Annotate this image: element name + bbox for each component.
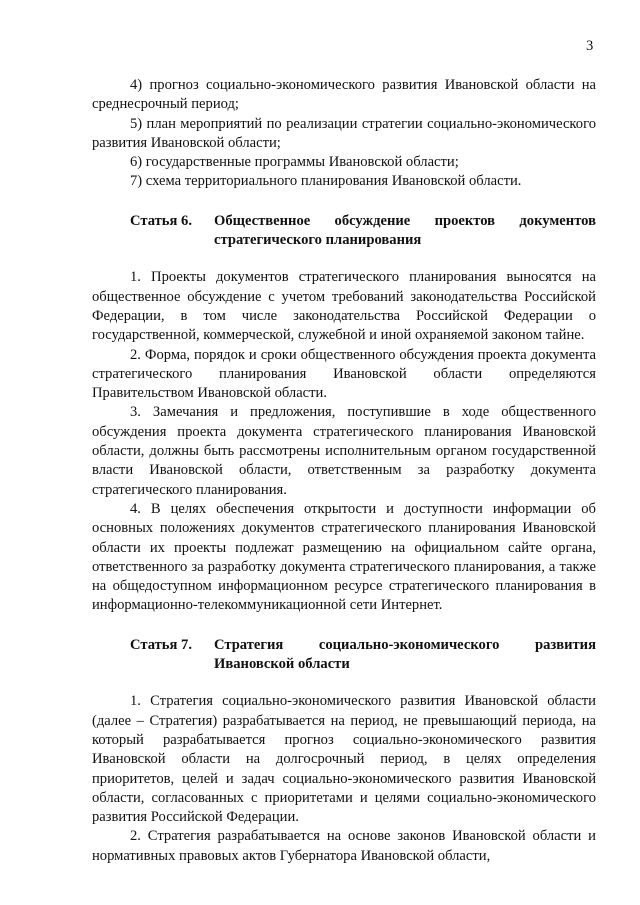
article-6-paragraph-1: 1. Проекты документов стратегического планирования выносятся на общественное обсуждение с учетом требований законодательства Российской Федерации, в том числе законодательства Российской Федерации о государственной, коммерческой, служебной и иной охраняемой законом тайне. bbox=[92, 269, 596, 344]
article-6-title: Общественное обсуждение проектов документов стратегического планирования bbox=[214, 212, 596, 249]
list-section bbox=[92, 76, 596, 192]
article-7-label: Статья 7. bbox=[130, 636, 192, 653]
article-7 bbox=[92, 636, 596, 866]
article-6-paragraph-2: 2. Форма, порядок и сроки общественного обсуждения проекта документа стратегического планирования Ивановской области определяются Правительством Ивановской области. bbox=[92, 346, 596, 402]
document-body bbox=[92, 76, 596, 866]
list-item-7: 7) схема территориального планирования Ивановской области. bbox=[130, 173, 522, 190]
article-7-title: Стратегия социально-экономического развития Ивановской области bbox=[214, 636, 596, 673]
page-number: 3 bbox=[586, 38, 594, 54]
list-item-6: 6) государственные программы Ивановской области; bbox=[130, 154, 459, 171]
article-6-paragraph-4: 4. В целях обеспечения открытости и доступности информации об основных положениях документов стратегического планирования Ивановской области их проекты подлежат размещению на официальном сайте органа, ответственного за разработку документа стратегического планирования, а также на общедоступном информационном ресурсе стратегического планирования в информационно-телекоммуникационной сети Интернет. bbox=[92, 500, 596, 614]
list-item-4: 4) прогноз социально-экономического развития Ивановской области на среднесрочный период; bbox=[92, 77, 596, 113]
article-6 bbox=[92, 212, 596, 616]
article-6-paragraph-3: 3. Замечания и предложения, поступившие в ходе общественного обсуждения проекта документа стратегического планирования Ивановской области, должны быть рассмотрены исполнительным органом государственной власти Ивановской области, ответственным за разработку документа стратегического планирования. bbox=[92, 404, 596, 498]
article-7-paragraph-2: 2. Стратегия разрабатывается на основе законов Ивановской области и нормативных правовых актов Губернатора Ивановской области, bbox=[92, 828, 596, 864]
article-7-heading bbox=[92, 636, 596, 675]
article-6-label: Статья 6. bbox=[130, 212, 192, 229]
list-item-5: 5) план мероприятий по реализации стратегии социально-экономического развития Ивановской области; bbox=[92, 115, 596, 151]
article-7-paragraph-1: 1. Стратегия социально-экономического развития Ивановской области (далее – Стратегия) разрабатывается на период, не превышающий периода, на который разрабатывается прогноз социально-экономического развития Ивановской области на долгосрочный период, в целях определения приоритетов, целей и задач социально-экономического развития Ивановской области, согласованных с приоритетами и целями социально-экономического развития Российской Федерации. bbox=[92, 693, 596, 826]
article-6-heading bbox=[92, 212, 596, 251]
